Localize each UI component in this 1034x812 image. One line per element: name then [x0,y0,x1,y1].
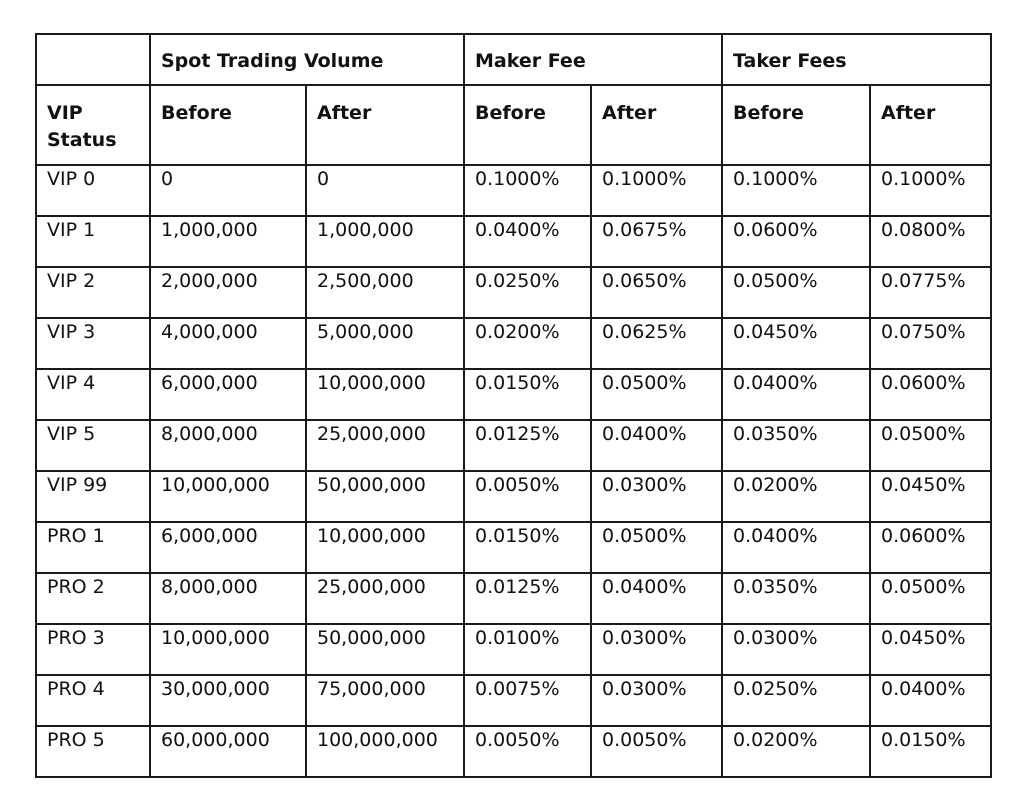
maker-fee-header: Maker Fee [464,34,722,85]
taker-after-cell: 0.0450% [870,624,991,675]
maker-before-cell: 0.0200% [464,318,591,369]
volume-after-cell: 10,000,000 [306,522,464,573]
taker-after-cell: 0.0750% [870,318,991,369]
taker-after-cell: 0.0800% [870,216,991,267]
maker-after-cell: 0.0400% [591,573,722,624]
maker-before-cell: 0.0125% [464,573,591,624]
volume-after-cell: 1,000,000 [306,216,464,267]
volume-after-cell: 50,000,000 [306,624,464,675]
empty-header-cell [36,34,150,85]
taker-before-cell: 0.0500% [722,267,870,318]
spot-volume-header: Spot Trading Volume [150,34,464,85]
vip-status-header: VIP Status [36,85,150,165]
taker-before-cell: 0.0250% [722,675,870,726]
vip-status-cell: VIP 4 [36,369,150,420]
maker-before-cell: 0.0050% [464,726,591,777]
taker-before-cell: 0.0350% [722,573,870,624]
table-row [36,573,991,624]
maker-before-cell: 0.0075% [464,675,591,726]
table-row [36,675,991,726]
table-row [36,522,991,573]
volume-after-cell: 50,000,000 [306,471,464,522]
maker-after-cell: 0.0300% [591,624,722,675]
table-row [36,267,991,318]
maker-after-cell: 0.0400% [591,420,722,471]
group-header-row [36,34,991,85]
vip-status-cell: VIP 3 [36,318,150,369]
taker-fees-header: Taker Fees [722,34,991,85]
table-row [36,318,991,369]
table-row [36,420,991,471]
vip-status-cell: VIP 99 [36,471,150,522]
table-row [36,216,991,267]
maker-before-cell: 0.0125% [464,420,591,471]
volume-after-header: After [306,85,464,165]
taker-after-cell: 0.0600% [870,369,991,420]
vip-status-cell: PRO 3 [36,624,150,675]
taker-before-cell: 0.0350% [722,420,870,471]
vip-status-cell: VIP 0 [36,165,150,216]
table-row [36,624,991,675]
maker-before-cell: 0.0150% [464,369,591,420]
table-row [36,726,991,777]
vip-fee-table [35,33,992,778]
vip-status-cell: PRO 5 [36,726,150,777]
table-row [36,471,991,522]
volume-before-cell: 10,000,000 [150,471,306,522]
vip-status-cell: VIP 5 [36,420,150,471]
maker-before-header: Before [464,85,591,165]
volume-before-cell: 4,000,000 [150,318,306,369]
maker-after-cell: 0.0300% [591,471,722,522]
maker-after-cell: 0.0500% [591,522,722,573]
taker-before-cell: 0.0300% [722,624,870,675]
maker-before-cell: 0.0250% [464,267,591,318]
volume-after-cell: 2,500,000 [306,267,464,318]
volume-before-cell: 8,000,000 [150,420,306,471]
volume-before-cell: 8,000,000 [150,573,306,624]
maker-before-cell: 0.0050% [464,471,591,522]
volume-before-cell: 60,000,000 [150,726,306,777]
table-row [36,369,991,420]
taker-after-cell: 0.0500% [870,573,991,624]
taker-after-cell: 0.0400% [870,675,991,726]
taker-before-cell: 0.1000% [722,165,870,216]
volume-before-cell: 30,000,000 [150,675,306,726]
taker-after-cell: 0.0450% [870,471,991,522]
maker-before-cell: 0.1000% [464,165,591,216]
vip-status-cell: PRO 4 [36,675,150,726]
taker-before-cell: 0.0450% [722,318,870,369]
volume-after-cell: 10,000,000 [306,369,464,420]
maker-after-cell: 0.0300% [591,675,722,726]
maker-after-cell: 0.0675% [591,216,722,267]
taker-before-cell: 0.0400% [722,522,870,573]
volume-after-cell: 0 [306,165,464,216]
maker-after-cell: 0.0500% [591,369,722,420]
vip-status-cell: PRO 1 [36,522,150,573]
maker-before-cell: 0.0100% [464,624,591,675]
volume-after-cell: 25,000,000 [306,573,464,624]
taker-after-header: After [870,85,991,165]
taker-before-cell: 0.0200% [722,471,870,522]
sub-header-row [36,85,991,165]
taker-after-cell: 0.0500% [870,420,991,471]
maker-before-cell: 0.0400% [464,216,591,267]
maker-after-cell: 0.0050% [591,726,722,777]
fee-table-body [36,165,991,777]
taker-after-cell: 0.0150% [870,726,991,777]
maker-after-cell: 0.1000% [591,165,722,216]
taker-after-cell: 0.1000% [870,165,991,216]
maker-after-cell: 0.0625% [591,318,722,369]
volume-before-header: Before [150,85,306,165]
volume-before-cell: 10,000,000 [150,624,306,675]
volume-before-cell: 2,000,000 [150,267,306,318]
maker-before-cell: 0.0150% [464,522,591,573]
taker-after-cell: 0.0600% [870,522,991,573]
taker-before-cell: 0.0600% [722,216,870,267]
table-row [36,165,991,216]
taker-before-cell: 0.0200% [722,726,870,777]
taker-before-header: Before [722,85,870,165]
volume-before-cell: 6,000,000 [150,522,306,573]
vip-status-cell: VIP 1 [36,216,150,267]
taker-before-cell: 0.0400% [722,369,870,420]
volume-before-cell: 6,000,000 [150,369,306,420]
volume-after-cell: 75,000,000 [306,675,464,726]
maker-after-cell: 0.0650% [591,267,722,318]
maker-after-header: After [591,85,722,165]
volume-after-cell: 25,000,000 [306,420,464,471]
vip-status-cell: VIP 2 [36,267,150,318]
volume-before-cell: 0 [150,165,306,216]
vip-status-cell: PRO 2 [36,573,150,624]
volume-before-cell: 1,000,000 [150,216,306,267]
volume-after-cell: 100,000,000 [306,726,464,777]
taker-after-cell: 0.0775% [870,267,991,318]
volume-after-cell: 5,000,000 [306,318,464,369]
